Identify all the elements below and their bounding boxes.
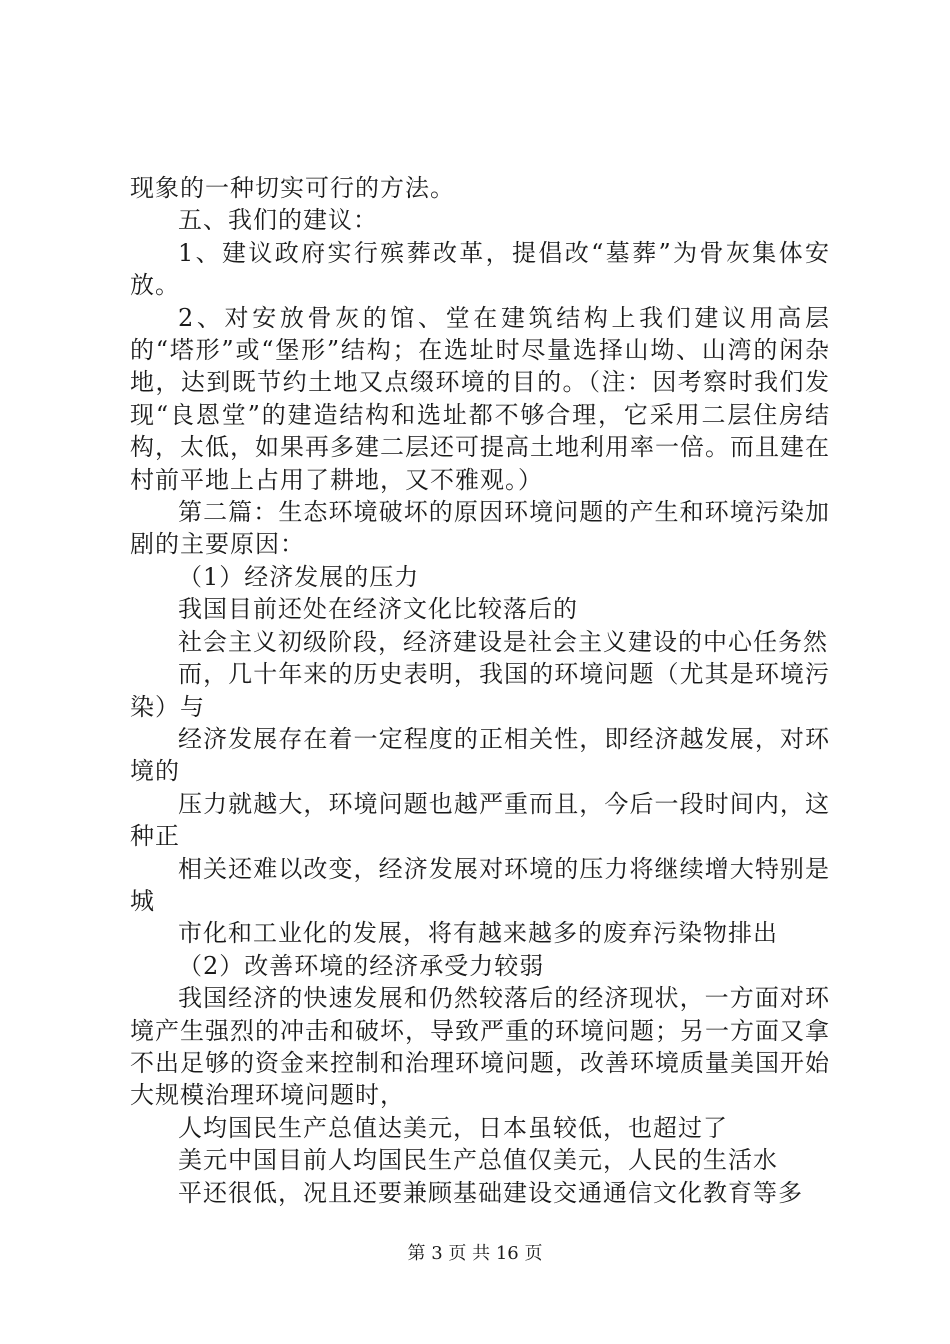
document-body (130, 172, 830, 1209)
paragraph: 社会主义初级阶段，经济建设是社会主义建设的中心任务然 (178, 627, 828, 656)
paragraph: 我国经济的快速发展和仍然较落后的经济现状，一方面对环境产生强烈的冲击和破坏，导致严重的环境问题；另一方面又拿不出足够的资金来控制和治理环境问题，改善环境质量美国开始大规模治理环境问题时， (130, 984, 830, 1110)
subheading: （2）改善环境的经济承受力较弱 (178, 951, 545, 980)
paragraph: 市化和工业化的发展，将有越来越多的废弃污染物排出 (178, 919, 778, 948)
section-heading: 五、我们的建议： (178, 206, 378, 235)
paragraph: 现象的一种切实可行的方法。 (130, 174, 455, 202)
paragraph: 经济发展存在着一定程度的正相关性，即经济越发展，对环境的 (130, 724, 830, 786)
paragraph: 2、对安放骨灰的馆、堂在建筑结构上我们建议用高层的“塔形”或“堡形”结构；在选址时尽量选择山坳、山湾的闲杂地，达到既节约土地又点缀环境的目的。（注：因考察时我们发现“良恩堂”的建造结构和选址都不够合理，它采用二层住房结构，太低，如果再多建二层还可提高土地利用率一倍。而且建在村前平地上占用了耕地，又不雅观。） (130, 303, 830, 494)
paragraph: 1、建议政府实行殡葬改革，提倡改“墓葬”为骨灰集体安放。 (130, 238, 830, 300)
chapter-heading: 第二篇：生态环境破坏的原因环境问题的产生和环境污染加剧的主要原因： (130, 498, 830, 559)
paragraph: 人均国民生产总值达美元，日本虽较低，也超过了 (178, 1113, 728, 1142)
page-number: 第 3 页 共 16 页 (407, 1243, 543, 1264)
paragraph: 平还很低，况且还要兼顾基础建设交通通信文化教育等多 (178, 1178, 803, 1207)
paragraph: 相关还难以改变，经济发展对环境的压力将继续增大特别是城 (130, 854, 830, 915)
subheading: （1）经济发展的压力 (178, 562, 420, 591)
paragraph: 而，几十年来的历史表明，我国的环境问题（尤其是环境污染）与 (130, 660, 830, 721)
paragraph: 压力就越大，环境问题也越严重而且，今后一段时间内，这种正 (130, 789, 830, 851)
paragraph: 美元中国目前人均国民生产总值仅美元，人民的生活水 (178, 1146, 778, 1175)
paragraph: 我国目前还处在经济文化比较落后的 (178, 595, 578, 624)
